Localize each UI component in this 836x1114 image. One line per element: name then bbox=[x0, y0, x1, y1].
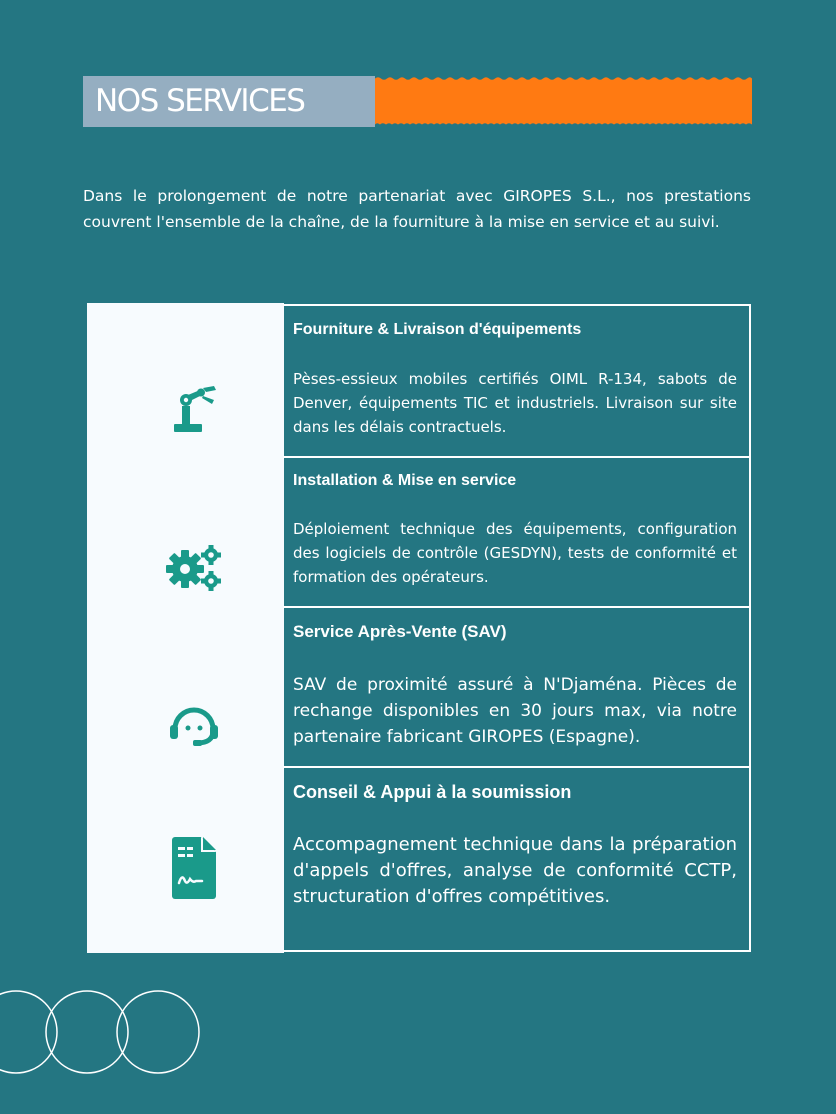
services-table bbox=[283, 304, 751, 952]
orange-accent-bar bbox=[375, 76, 752, 127]
service-title-after-sales: Service Après-Vente (SAV) bbox=[293, 622, 507, 641]
signed-document-icon bbox=[172, 837, 216, 899]
row-divider bbox=[283, 606, 749, 608]
service-desc-supply: Pèses-essieux mobiles certifiés OIML R-134, sabots de Denver, équipements TIC et industriels. Livraison sur site dans les délais contractuels. bbox=[293, 370, 737, 436]
gears-icon bbox=[165, 543, 225, 593]
intro-paragraph: Dans le prolongement de notre partenariat avec GIROPES S.L., nos prestations couvrent l'ensemble de la chaîne, de la fourniture à la mise en service et au suivi. bbox=[83, 187, 751, 231]
service-title-supply: Fourniture & Livraison d'équipements bbox=[293, 321, 582, 338]
title-banner bbox=[83, 76, 375, 127]
robot-arm-icon bbox=[170, 386, 220, 434]
row-divider bbox=[283, 766, 749, 768]
icon-panel bbox=[87, 303, 284, 953]
service-desc-after-sales: SAV de proximité assuré à N'Djaména. Pièces de rechange disponibles en 30 jours max, via notre partenaire fabricant GIROPES (Espagne). bbox=[293, 675, 737, 747]
service-title-installation: Installation & Mise en service bbox=[293, 472, 517, 489]
headset-icon bbox=[169, 701, 219, 747]
page-title: NOS SERVICES bbox=[95, 83, 305, 119]
service-desc-installation: Déploiement technique des équipements, configuration des logiciels de contrôle (GESDYN), tests de conformité et formation des opérateurs. bbox=[293, 520, 737, 586]
decorative-circles bbox=[0, 980, 220, 1090]
row-divider bbox=[283, 456, 749, 458]
service-desc-consulting: Accompagnement technique dans la préparation d'appels d'offres, analyse de conformité CCTP, structuration d'offres compétitives. bbox=[293, 834, 737, 907]
service-title-consulting: Conseil & Appui à la soumission bbox=[293, 782, 572, 802]
